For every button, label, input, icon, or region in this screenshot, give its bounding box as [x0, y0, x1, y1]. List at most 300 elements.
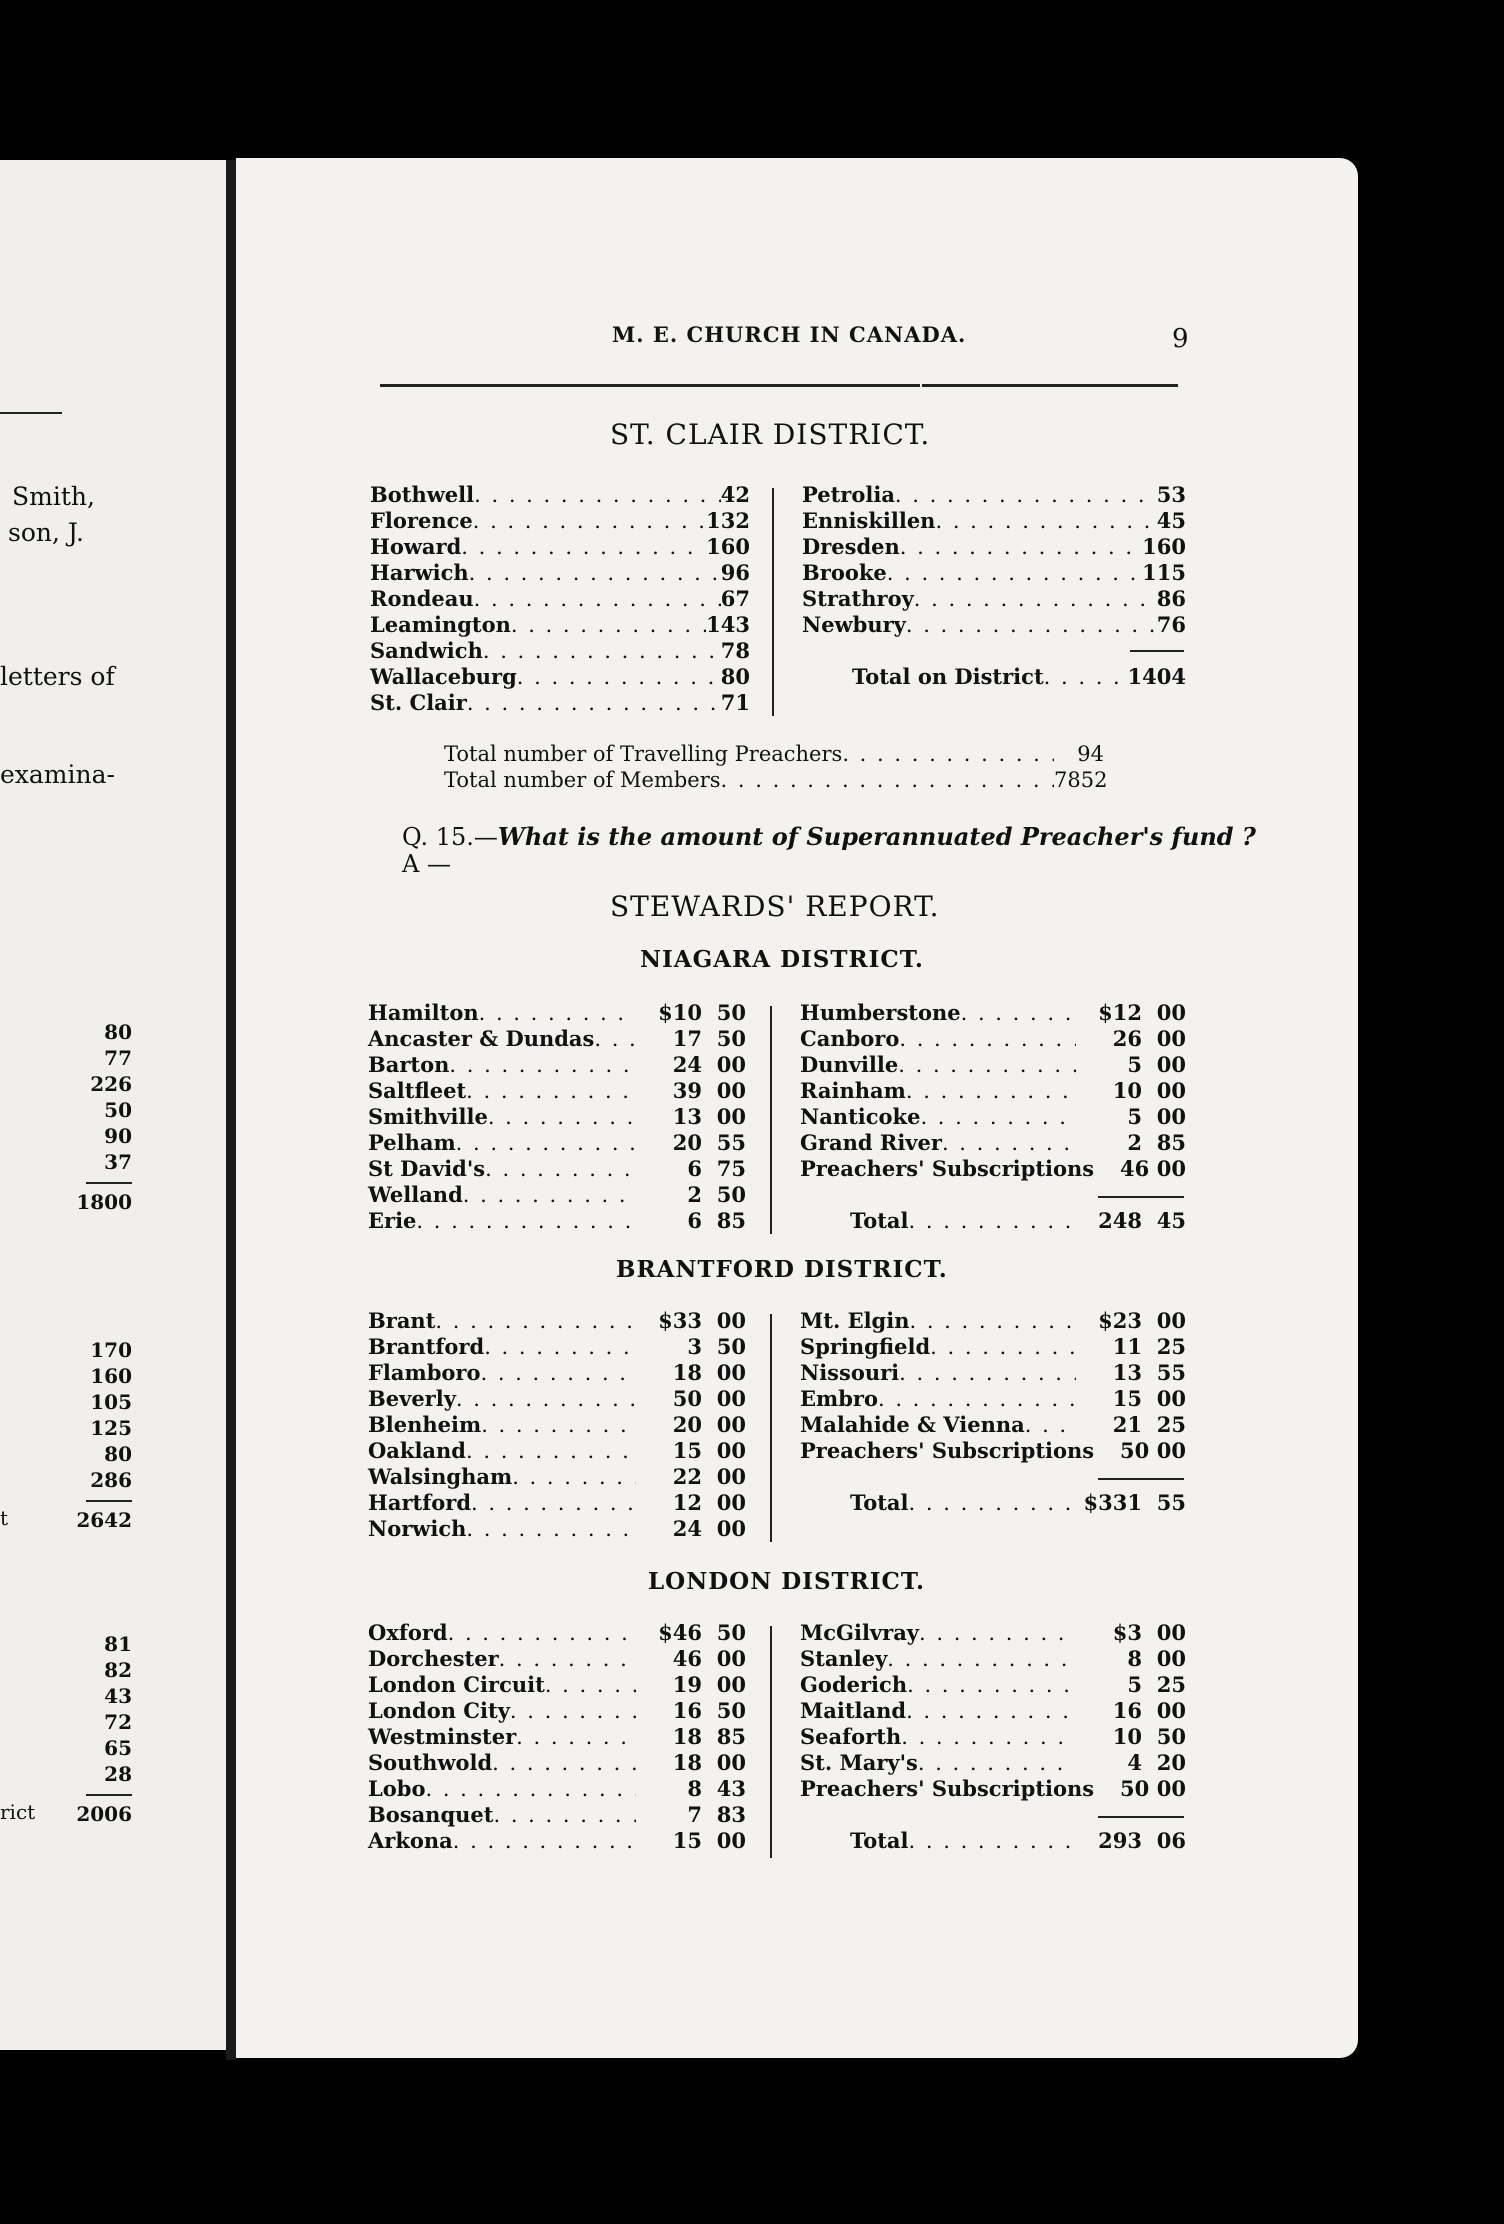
list-item — [370, 690, 750, 716]
church-name: Nissouri — [800, 1360, 900, 1385]
amount-dollars: 12 — [672, 1490, 702, 1515]
leader-dots — [900, 535, 1142, 559]
amount-dollars: 2 — [687, 1182, 702, 1207]
st-clair-sum-rule — [1130, 650, 1184, 652]
london-total-row — [850, 1828, 1186, 1854]
amount-dollars: 20 — [672, 1412, 702, 1437]
church-name: St. Clair — [370, 690, 467, 715]
list-item — [368, 1000, 746, 1026]
church-name: Arkona — [368, 1828, 453, 1853]
left-value: 28 — [104, 1762, 132, 1786]
leader-dots — [942, 1131, 1076, 1155]
total-row — [850, 1208, 1186, 1234]
amount-cents: 00 — [716, 1828, 746, 1853]
church-name: Blenheim — [368, 1412, 482, 1437]
amount-cents: 00 — [716, 1490, 746, 1515]
list-item — [368, 1698, 746, 1724]
list-item — [802, 612, 1186, 638]
travelling-preachers-label: Total number of Travelling Preachers — [444, 742, 843, 766]
left-total-value: 2006 — [76, 1802, 132, 1826]
total-label: Total — [850, 1490, 909, 1515]
church-name: Walsingham — [368, 1464, 513, 1489]
list-item — [802, 508, 1186, 534]
leader-dots — [898, 1053, 1076, 1077]
brantford-right-column — [800, 1308, 1186, 1464]
amount-cents: 83 — [716, 1802, 746, 1827]
list-item — [368, 1672, 746, 1698]
leader-dots — [453, 1829, 636, 1853]
church-name: London City — [368, 1698, 510, 1723]
amount-cents: 20 — [1156, 1750, 1186, 1775]
leader-dots — [492, 1751, 636, 1775]
total-row — [850, 1828, 1186, 1854]
leader-dots — [907, 1673, 1076, 1697]
church-name: Flamboro — [368, 1360, 481, 1385]
leader-dots — [918, 1751, 1076, 1775]
leader-dots — [909, 1491, 1076, 1515]
list-item — [800, 1620, 1186, 1646]
amount-cents: 00 — [1156, 1052, 1186, 1077]
amount-dollars: $12 — [1098, 1000, 1142, 1025]
list-item — [368, 1802, 746, 1828]
brantford-total-row — [850, 1490, 1186, 1516]
leader-dots — [474, 587, 721, 611]
amount-dollars: 8 — [687, 1776, 702, 1801]
left-total-label: t — [0, 1506, 9, 1530]
amount-cents: 00 — [1156, 1308, 1186, 1333]
amount-dollars: 4 — [1127, 1750, 1142, 1775]
leader-dots — [481, 1413, 636, 1437]
list-item — [368, 1308, 746, 1334]
amount-cents: 25 — [1156, 1412, 1186, 1437]
brantford-sum-rule — [1098, 1478, 1184, 1480]
leader-dots — [435, 1309, 636, 1333]
amount-dollars: 2 — [1127, 1130, 1142, 1155]
question-number: Q. 15.— — [402, 823, 498, 851]
church-name: Enniskillen — [802, 508, 936, 533]
leader-dots — [899, 1027, 1076, 1051]
leader-dots — [499, 1647, 636, 1671]
church-name: Norwich — [368, 1516, 467, 1541]
header-rule-left — [380, 384, 920, 387]
total-dollars: 293 — [1098, 1828, 1142, 1853]
left-value: 80 — [104, 1442, 132, 1466]
travelling-preachers-row — [444, 742, 1104, 768]
total-dollars: $331 — [1083, 1490, 1142, 1515]
amount-cents: 00 — [716, 1360, 746, 1385]
leader-dots — [485, 1157, 636, 1181]
amount-cents: 00 — [716, 1104, 746, 1129]
leader-dots — [919, 1621, 1076, 1645]
leader-dots — [878, 1387, 1076, 1411]
amount-cents: 55 — [1156, 1360, 1186, 1385]
list-item — [800, 1776, 1186, 1802]
amount-dollars: 13 — [1112, 1360, 1142, 1385]
church-name: Dresden — [802, 534, 900, 559]
amount-cents: 00 — [716, 1464, 746, 1489]
brantford-title: BRANTFORD DISTRICT. — [616, 1256, 948, 1283]
leader-dots — [469, 561, 721, 585]
amount-dollars: 22 — [672, 1464, 702, 1489]
list-item — [370, 612, 750, 638]
st-clair-divider — [772, 488, 774, 716]
amount-cents: 55 — [716, 1130, 746, 1155]
church-name: St. Mary's — [800, 1750, 918, 1775]
church-name: Dunville — [800, 1052, 899, 1077]
member-count: 76 — [1156, 612, 1186, 637]
list-item — [368, 1750, 746, 1776]
total-label: Total — [850, 1828, 909, 1853]
amount-cents: 43 — [716, 1776, 746, 1801]
left-value: 72 — [104, 1710, 132, 1734]
amount-dollars: 21 — [1112, 1412, 1142, 1437]
member-count: 71 — [720, 690, 750, 715]
left-value: 82 — [104, 1658, 132, 1682]
list-item — [368, 1208, 746, 1234]
question-answer: A — — [402, 850, 451, 878]
member-count: 45 — [1156, 508, 1186, 533]
left-page-fragment — [0, 160, 232, 2050]
list-item — [368, 1490, 746, 1516]
church-name: Barton — [368, 1052, 450, 1077]
amount-dollars: 16 — [672, 1698, 702, 1723]
church-name: Harwich — [370, 560, 469, 585]
amount-cents: 50 — [1156, 1724, 1186, 1749]
list-item — [368, 1828, 746, 1854]
church-name: Bosanquet — [368, 1802, 494, 1827]
amount-cents: 25 — [1156, 1334, 1186, 1359]
amount-dollars: 15 — [672, 1828, 702, 1853]
amount-cents: 50 — [716, 1698, 746, 1723]
church-name: Preachers' Subscriptions — [800, 1438, 1095, 1463]
church-name: Brant — [368, 1308, 436, 1333]
amount-cents: 85 — [716, 1208, 746, 1233]
niagara-left-column — [368, 1000, 746, 1234]
left-fragment-3: letters of — [0, 662, 115, 691]
amount-cents: 00 — [716, 1750, 746, 1775]
church-name: Southwold — [368, 1750, 493, 1775]
list-item — [368, 1026, 746, 1052]
list-item — [800, 1104, 1186, 1130]
list-item — [368, 1438, 746, 1464]
leader-dots — [1044, 665, 1128, 689]
amount-cents: 00 — [716, 1308, 746, 1333]
church-name: Lobo — [368, 1776, 426, 1801]
leader-dots — [901, 1725, 1076, 1749]
amount-dollars: 6 — [687, 1208, 702, 1233]
list-item — [370, 664, 750, 690]
left-total-label: rict — [0, 1800, 36, 1824]
list-item — [800, 1646, 1186, 1672]
list-item — [370, 560, 750, 586]
leader-dots — [517, 665, 721, 689]
list-item — [368, 1386, 746, 1412]
list-item — [800, 1000, 1186, 1026]
list-item — [800, 1698, 1186, 1724]
church-name: Pelham — [368, 1130, 456, 1155]
amount-dollars: 26 — [1112, 1026, 1142, 1051]
leader-dots — [484, 1335, 636, 1359]
church-name: Sandwich — [370, 638, 483, 663]
church-name: Brooke — [802, 560, 887, 585]
left-fragment-2: son, J. — [8, 518, 84, 547]
leader-dots — [456, 1387, 636, 1411]
amount-dollars: $46 — [658, 1620, 702, 1645]
leader-dots — [466, 1439, 636, 1463]
church-name: Florence — [370, 508, 473, 533]
amount-dollars: 18 — [672, 1750, 702, 1775]
amount-dollars: 13 — [672, 1104, 702, 1129]
left-value: 37 — [104, 1150, 132, 1174]
amount-cents: 00 — [1156, 1386, 1186, 1411]
amount-dollars: 39 — [672, 1078, 702, 1103]
member-count: 115 — [1142, 560, 1186, 585]
london-left-column — [368, 1620, 746, 1854]
amount-dollars: 20 — [672, 1130, 702, 1155]
leader-dots — [895, 483, 1157, 507]
church-name: McGilvray — [800, 1620, 919, 1645]
list-item — [368, 1776, 746, 1802]
church-name: Oakland — [368, 1438, 466, 1463]
left-value: 226 — [90, 1072, 132, 1096]
church-name: Embro — [800, 1386, 878, 1411]
st-clair-total-row — [852, 664, 1186, 690]
leader-dots — [511, 613, 706, 637]
leader-dots — [448, 1621, 636, 1645]
leader-dots — [545, 1673, 636, 1697]
amount-cents: 00 — [716, 1386, 746, 1411]
list-item — [802, 586, 1186, 612]
church-name: Rondeau — [370, 586, 474, 611]
left-value: 105 — [90, 1390, 132, 1414]
page-number: 9 — [1172, 324, 1189, 354]
brantford-divider — [770, 1314, 772, 1542]
church-name: Humberstone — [800, 1000, 961, 1025]
amount-dollars: $33 — [658, 1308, 702, 1333]
leader-dots — [471, 1491, 636, 1515]
leader-dots — [914, 587, 1157, 611]
left-value: 160 — [90, 1364, 132, 1388]
st-clair-total-value: 1404 — [1127, 664, 1186, 689]
member-count: 143 — [706, 612, 750, 637]
list-item — [370, 482, 750, 508]
list-item — [368, 1182, 746, 1208]
church-name: Mt. Elgin — [800, 1308, 910, 1333]
list-item — [800, 1724, 1186, 1750]
leader-dots — [512, 1465, 636, 1489]
amount-cents: 00 — [1156, 1438, 1186, 1463]
leader-dots — [416, 1209, 636, 1233]
amount-dollars: 50 — [1120, 1776, 1150, 1801]
leader-dots — [906, 613, 1157, 637]
leader-dots — [456, 1131, 636, 1155]
amount-cents: 00 — [716, 1412, 746, 1437]
total-cents: 45 — [1156, 1208, 1186, 1233]
church-name: London Circuit — [368, 1672, 545, 1697]
member-count: 132 — [706, 508, 750, 533]
church-name: Wallaceburg — [370, 664, 517, 689]
church-name: Nanticoke — [800, 1104, 921, 1129]
amount-dollars: $3 — [1112, 1620, 1142, 1645]
amount-dollars: $23 — [1098, 1308, 1142, 1333]
list-item — [368, 1078, 746, 1104]
leader-dots — [920, 1105, 1076, 1129]
amount-dollars: 16 — [1112, 1698, 1142, 1723]
amount-dollars: 10 — [1112, 1078, 1142, 1103]
st-clair-left-column — [370, 482, 750, 716]
leader-dots — [474, 483, 721, 507]
left-sum-rule — [86, 1500, 132, 1502]
church-name: Howard — [370, 534, 462, 559]
list-item — [800, 1672, 1186, 1698]
church-name: Westminster — [368, 1724, 517, 1749]
leader-dots — [909, 1309, 1076, 1333]
amount-dollars: 10 — [1112, 1724, 1142, 1749]
church-name: Brantford — [368, 1334, 485, 1359]
amount-dollars: 46 — [1120, 1156, 1150, 1181]
amount-dollars: 5 — [1127, 1104, 1142, 1129]
church-name: Grand River — [800, 1130, 942, 1155]
amount-cents: 00 — [716, 1438, 746, 1463]
leader-dots — [1025, 1413, 1076, 1437]
amount-dollars: 8 — [1127, 1646, 1142, 1671]
church-name: Maitland — [800, 1698, 907, 1723]
left-value: 81 — [104, 1632, 132, 1656]
amount-cents: 00 — [1156, 1104, 1186, 1129]
list-item — [368, 1412, 746, 1438]
list-item — [800, 1386, 1186, 1412]
list-item — [368, 1052, 746, 1078]
church-name: Bothwell — [370, 482, 475, 507]
amount-dollars: $10 — [658, 1000, 702, 1025]
amount-dollars: 46 — [672, 1646, 702, 1671]
leader-dots — [467, 691, 721, 715]
list-item — [370, 586, 750, 612]
leader-dots — [909, 1209, 1076, 1233]
leader-dots — [493, 1803, 636, 1827]
list-item — [800, 1026, 1186, 1052]
amount-cents: 00 — [716, 1516, 746, 1541]
church-name: Hartford — [368, 1490, 472, 1515]
left-fragment-1: Smith, — [12, 482, 95, 511]
church-name: Strathroy — [802, 586, 914, 611]
leader-dots — [483, 639, 721, 663]
amount-cents: 00 — [1156, 1698, 1186, 1723]
amount-cents: 00 — [1156, 1000, 1186, 1025]
church-name: St David's — [368, 1156, 486, 1181]
amount-dollars: 18 — [672, 1724, 702, 1749]
amount-cents: 00 — [716, 1672, 746, 1697]
leader-dots — [473, 509, 706, 533]
list-item — [800, 1750, 1186, 1776]
left-value: 65 — [104, 1736, 132, 1760]
leader-dots — [510, 1699, 636, 1723]
amount-dollars: 5 — [1127, 1672, 1142, 1697]
list-item — [368, 1104, 746, 1130]
amount-dollars: 24 — [672, 1516, 702, 1541]
amount-dollars: 18 — [672, 1360, 702, 1385]
amount-dollars: 19 — [672, 1672, 702, 1697]
church-name: Ancaster & Dundas — [368, 1026, 595, 1051]
list-item — [800, 1130, 1186, 1156]
church-name: Stanley — [800, 1646, 888, 1671]
leader-dots — [899, 1361, 1076, 1385]
amount-dollars: 50 — [1120, 1438, 1150, 1463]
church-name: Malahide & Vienna — [800, 1412, 1025, 1437]
leader-dots — [887, 561, 1142, 585]
leader-dots — [906, 1699, 1076, 1723]
total-row — [850, 1490, 1186, 1516]
list-item — [800, 1308, 1186, 1334]
niagara-total-row — [850, 1208, 1186, 1234]
leader-dots — [425, 1777, 636, 1801]
leader-dots — [930, 1335, 1076, 1359]
church-name: Springfield — [800, 1334, 931, 1359]
amount-dollars: 6 — [687, 1156, 702, 1181]
brantford-left-column — [368, 1308, 746, 1542]
members-value: 7852 — [1054, 768, 1108, 792]
question-text: What is the amount of Superannuated Preacher's fund ? — [497, 822, 1256, 851]
amount-cents: 50 — [716, 1182, 746, 1207]
question-15 — [402, 822, 1256, 851]
member-count: 96 — [720, 560, 750, 585]
list-item — [368, 1464, 746, 1490]
list-item — [802, 560, 1186, 586]
list-item — [368, 1130, 746, 1156]
left-fragment-4: examina- — [0, 760, 115, 789]
church-name: Preachers' Subscriptions — [800, 1156, 1095, 1181]
members-row — [444, 768, 1108, 794]
list-item — [802, 534, 1186, 560]
leader-dots — [842, 742, 1054, 766]
amount-cents: 50 — [716, 1026, 746, 1051]
church-name: Goderich — [800, 1672, 908, 1697]
church-name: Rainham — [800, 1078, 906, 1103]
total-cents: 06 — [1156, 1828, 1186, 1853]
niagara-right-column — [800, 1000, 1186, 1182]
left-sum-rule — [86, 1794, 132, 1796]
list-item — [800, 1052, 1186, 1078]
london-right-column — [800, 1620, 1186, 1802]
member-count: 67 — [720, 586, 750, 611]
page-gutter — [226, 160, 236, 2060]
total-label: Total — [850, 1208, 909, 1233]
london-sum-rule — [1098, 1816, 1184, 1818]
amount-cents: 50 — [716, 1000, 746, 1025]
left-sum-rule — [86, 1182, 132, 1184]
amount-dollars: 15 — [672, 1438, 702, 1463]
leader-dots — [488, 1105, 636, 1129]
left-page-rule — [0, 412, 62, 414]
member-count: 53 — [1156, 482, 1186, 507]
amount-dollars: 15 — [1112, 1386, 1142, 1411]
amount-cents: 75 — [716, 1156, 746, 1181]
church-name: Petrolia — [802, 482, 895, 507]
london-divider — [770, 1626, 772, 1858]
leader-dots — [906, 1079, 1076, 1103]
church-name: Leamington — [370, 612, 511, 637]
left-value: 125 — [90, 1416, 132, 1440]
amount-dollars: 7 — [687, 1802, 702, 1827]
church-name: Newbury — [802, 612, 906, 637]
list-item — [800, 1360, 1186, 1386]
leader-dots — [594, 1027, 636, 1051]
church-name: Smithville — [368, 1104, 488, 1129]
leader-dots — [909, 1829, 1076, 1853]
list-item — [368, 1334, 746, 1360]
amount-dollars: 50 — [672, 1386, 702, 1411]
list-item — [800, 1078, 1186, 1104]
